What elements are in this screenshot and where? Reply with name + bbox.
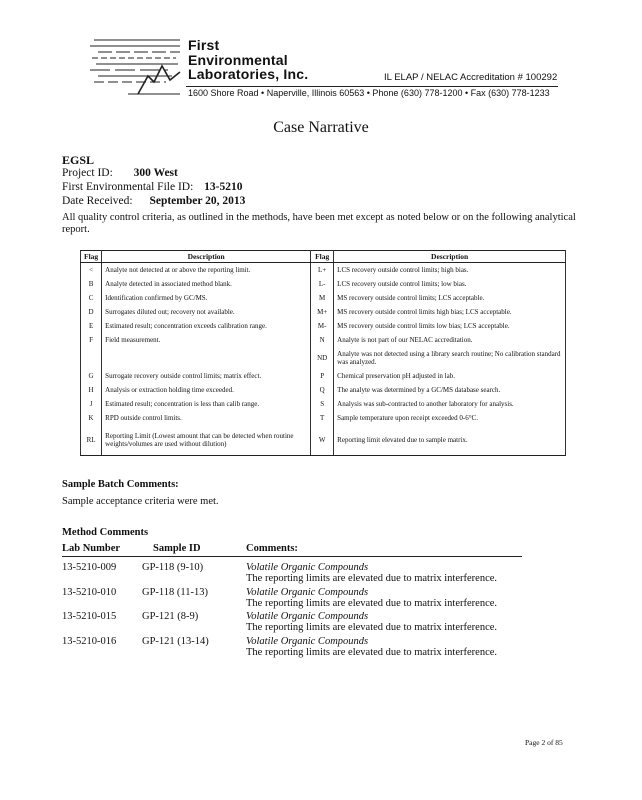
sample-id-header: Sample ID bbox=[153, 543, 201, 554]
qc-statement: All quality control criteria, as outlined in the methods, have been met except as noted below or on the following analytical report. bbox=[62, 212, 576, 235]
flag-description: Analyte detected in associated method blank. bbox=[102, 277, 311, 291]
table-row bbox=[81, 369, 566, 383]
flag-description: Chemical preservation pH adjusted in lab. bbox=[334, 369, 566, 383]
table-row bbox=[81, 383, 566, 397]
date-received-label: Date Received: bbox=[62, 195, 133, 207]
flag-header: Flag bbox=[81, 251, 102, 263]
flag-description: LCS recovery outside control limits; low bias. bbox=[334, 277, 566, 291]
lab-number: 13-5210-010 bbox=[62, 587, 117, 598]
flag-description: Sample temperature upon receipt exceeded 0-6°C. bbox=[334, 411, 566, 425]
flag-code: M bbox=[311, 291, 334, 305]
org-line-2: Environmental bbox=[188, 51, 288, 68]
flag-code: RL bbox=[81, 425, 102, 455]
flag-code: H bbox=[81, 383, 102, 397]
comment-text: The reporting limits are elevated due to matrix interference. bbox=[246, 573, 498, 584]
flag-code: ND bbox=[311, 347, 334, 369]
flag-table bbox=[80, 250, 566, 456]
sample-id: GP-118 (9-10) bbox=[142, 562, 204, 573]
flag-code: L- bbox=[311, 277, 334, 291]
organization-name bbox=[188, 38, 308, 82]
letterhead-rule bbox=[186, 86, 558, 87]
method-name: Volatile Organic Compounds bbox=[246, 587, 369, 598]
accreditation-number: IL ELAP / NELAC Accreditation # 100292 bbox=[384, 72, 558, 83]
flag-code: F bbox=[81, 333, 102, 347]
flag-code: K bbox=[81, 411, 102, 425]
flag-description: Analyte was not detected using a library search routine; No calibration standard was analyzed. bbox=[334, 347, 566, 369]
flag-description: LCS recovery outside control limits; high bias. bbox=[334, 263, 566, 278]
flag-description: The analyte was determined by a GC/MS database search. bbox=[334, 383, 566, 397]
flag-description: RPD outside control limits. bbox=[102, 411, 311, 425]
table-row bbox=[81, 319, 566, 333]
comment bbox=[246, 636, 497, 658]
comment-text: The reporting limits are elevated due to matrix interference. bbox=[246, 598, 498, 609]
flag-description: Field measurement. bbox=[102, 333, 311, 347]
flag-description: Estimated result; concentration exceeds calibration range. bbox=[102, 319, 311, 333]
flag-description: Analyte is not part of our NELAC accreditation. bbox=[334, 333, 566, 347]
table-row bbox=[81, 397, 566, 411]
flag-description: MS recovery outside control limits low bias; LCS acceptable. bbox=[334, 319, 566, 333]
lab-number: 13-5210-016 bbox=[62, 636, 117, 647]
comment bbox=[246, 562, 497, 584]
flag-description bbox=[102, 347, 311, 369]
project-id-value: 300 West bbox=[133, 167, 178, 179]
flag-code: L+ bbox=[311, 263, 334, 278]
flag-description: Estimated result; concentration is less than calib range. bbox=[102, 397, 311, 411]
sample-id: GP-121 (8-9) bbox=[142, 611, 199, 622]
flag-description: Identification confirmed by GC/MS. bbox=[102, 291, 311, 305]
comments-header: Comments: bbox=[246, 543, 298, 554]
company-address: 1600 Shore Road • Naperville, Illinois 60563 • Phone (630) 778-1200 • Fax (630) 778-1233 bbox=[188, 88, 550, 98]
table-row bbox=[81, 333, 566, 347]
flag-code: M- bbox=[311, 319, 334, 333]
method-name: Volatile Organic Compounds bbox=[246, 562, 369, 573]
date-received-line bbox=[62, 195, 245, 207]
flag-code: < bbox=[81, 263, 102, 278]
comment-text: The reporting limits are elevated due to matrix interference. bbox=[246, 647, 498, 658]
lab-number-header: Lab Number bbox=[62, 543, 121, 554]
flag-description: Reporting Limit (Lowest amount that can be detected when routine weights/volumes are used without dilution) bbox=[102, 425, 311, 455]
file-id-label: First Environmental File ID: bbox=[62, 181, 194, 193]
company-logo bbox=[88, 36, 184, 98]
project-id-label: Project ID: bbox=[62, 167, 113, 179]
comment-text: The reporting limits are elevated due to matrix interference. bbox=[246, 622, 498, 633]
flag-header-2: Flag bbox=[311, 251, 334, 263]
flag-code: G bbox=[81, 369, 102, 383]
flag-description: Analysis or extraction holding time exceeded. bbox=[102, 383, 311, 397]
table-row bbox=[81, 425, 566, 455]
description-header: Description bbox=[102, 251, 311, 263]
flag-code: T bbox=[311, 411, 334, 425]
file-id-value: 13-5210 bbox=[204, 181, 243, 193]
flag-code: W bbox=[311, 425, 334, 455]
sample-batch-heading: Sample Batch Comments: bbox=[62, 479, 179, 490]
flag-code: M+ bbox=[311, 305, 334, 319]
comment bbox=[246, 611, 497, 633]
sample-id: GP-118 (11-13) bbox=[142, 587, 209, 598]
flag-code bbox=[81, 347, 102, 369]
flag-code: C bbox=[81, 291, 102, 305]
flag-code: P bbox=[311, 369, 334, 383]
table-row bbox=[81, 291, 566, 305]
table-row bbox=[81, 305, 566, 319]
sample-id: GP-121 (13-14) bbox=[142, 636, 209, 647]
lab-number: 13-5210-015 bbox=[62, 611, 117, 622]
table-row bbox=[81, 277, 566, 291]
org-line-3: Laboratories, Inc. bbox=[188, 66, 309, 82]
table-row bbox=[81, 263, 566, 278]
flag-code: S bbox=[311, 397, 334, 411]
description-header-2: Description bbox=[334, 251, 566, 263]
flag-code: D bbox=[81, 305, 102, 319]
flag-description: Surrogate recovery outside control limits; matrix effect. bbox=[102, 369, 311, 383]
file-id-line bbox=[62, 181, 243, 193]
flag-code: E bbox=[81, 319, 102, 333]
date-received-value: September 20, 2013 bbox=[149, 195, 246, 207]
flag-code: Q bbox=[311, 383, 334, 397]
flag-code: J bbox=[81, 397, 102, 411]
column-underline bbox=[62, 556, 522, 557]
sample-batch-text: Sample acceptance criteria were met. bbox=[62, 496, 219, 507]
flag-description: MS recovery outside control limits; LCS acceptable. bbox=[334, 291, 566, 305]
method-name: Volatile Organic Compounds bbox=[246, 636, 369, 647]
flag-description: Reporting limit elevated due to sample matrix. bbox=[334, 425, 566, 455]
client-name: EGSL bbox=[62, 153, 95, 167]
flag-description: Analyte not detected at or above the reporting limit. bbox=[102, 263, 311, 278]
project-id-line bbox=[62, 167, 178, 179]
flag-description: Surrogates diluted out; recovery not available. bbox=[102, 305, 311, 319]
flag-description: Analysis was sub-contracted to another laboratory for analysis. bbox=[334, 397, 566, 411]
org-line-1: First bbox=[188, 37, 220, 53]
page-title: Case Narrative bbox=[273, 119, 369, 136]
lab-number: 13-5210-009 bbox=[62, 562, 117, 573]
table-row bbox=[81, 411, 566, 425]
flag-code: N bbox=[311, 333, 334, 347]
method-name: Volatile Organic Compounds bbox=[246, 611, 369, 622]
page-number: Page 2 of 85 bbox=[525, 738, 563, 747]
method-comments-heading: Method Comments bbox=[62, 527, 149, 538]
flag-code: B bbox=[81, 277, 102, 291]
flag-description: MS recovery outside control limits high bias; LCS acceptable. bbox=[334, 305, 566, 319]
table-row bbox=[81, 347, 566, 369]
comment bbox=[246, 587, 497, 609]
